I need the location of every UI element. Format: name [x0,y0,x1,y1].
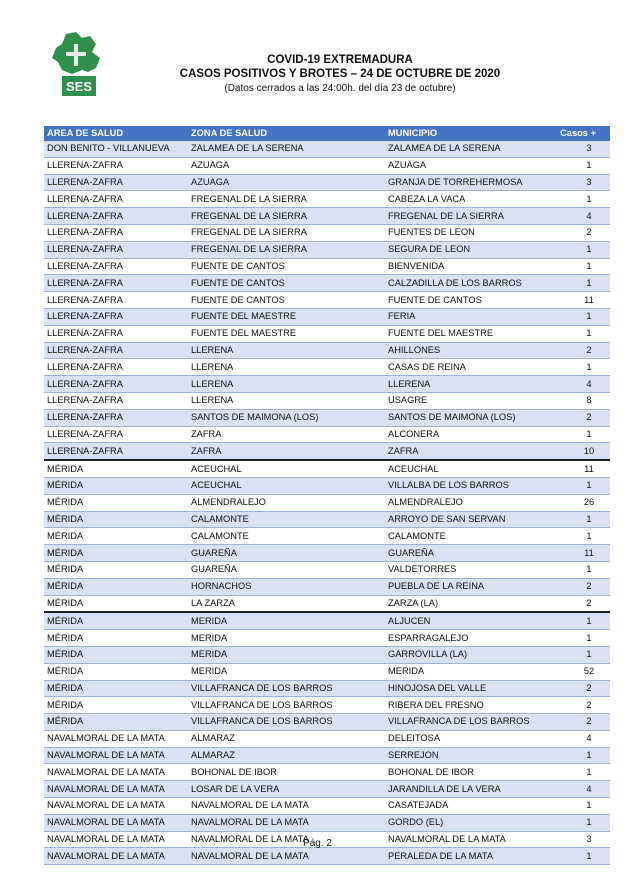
table-row [44,747,610,764]
cell-zona: ZAFRA [188,443,385,460]
table-row [44,376,610,393]
table-row [44,258,610,275]
cell-area: NAVALMORAL DE LA MATA [44,848,188,865]
ses-logo [52,32,104,98]
cell-casos: 4 [545,208,610,225]
table-body [44,141,610,865]
cell-zona: NAVALMORAL DE LA MATA [188,848,385,865]
cell-area: DON BENITO - VILLANUEVA [44,141,188,157]
table-row [44,612,610,629]
cell-zona: VILLAFRANCA DE LOS BARROS [188,697,385,714]
cell-area: MÉRIDA [44,460,188,477]
cell-area: LLERENA-ZAFRA [44,224,188,241]
cell-municipio: PERALEDA DE LA MATA [385,848,545,865]
cell-casos: 1 [545,275,610,292]
cell-zona: ALMENDRALEJO [188,494,385,511]
table-row [44,730,610,747]
cell-area: NAVALMORAL DE LA MATA [44,730,188,747]
cell-casos: 52 [545,663,610,680]
cell-casos: 10 [545,443,610,460]
cell-zona: NAVALMORAL DE LA MATA [188,798,385,815]
cell-area: LLERENA-ZAFRA [44,275,188,292]
logo-text: SES [65,79,93,94]
cell-zona: LLERENA [188,376,385,393]
cell-casos: 2 [545,680,610,697]
cell-casos: 2 [545,714,610,731]
table-row [44,359,610,376]
cell-casos: 1 [545,308,610,325]
cell-municipio: ZARZA (LA) [385,595,545,612]
cell-zona: FUENTE DEL MAESTRE [188,308,385,325]
data-note: (Datos cerrados a las 24:00h. del día 23 de octubre) [224,83,456,94]
cell-area: LLERENA-ZAFRA [44,174,188,191]
cell-zona: MERIDA [188,646,385,663]
cell-zona: MERIDA [188,663,385,680]
table-row [44,494,610,511]
page-title: COVID-19 EXTREMADURA [267,54,413,66]
cell-area: MÉRIDA [44,528,188,545]
cell-zona: ACEUCHAL [188,460,385,477]
cell-area: NAVALMORAL DE LA MATA [44,831,188,848]
cell-municipio: VILLAFRANCA DE LOS BARROS [385,714,545,731]
cell-casos: 4 [545,376,610,393]
cell-municipio: ZAFRA [385,443,545,460]
cell-zona: FREGENAL DE LA SIERRA [188,208,385,225]
cell-casos: 1 [545,241,610,258]
table-row [44,814,610,831]
cell-municipio: DELEITOSA [385,730,545,747]
cell-casos: 2 [545,697,610,714]
cell-area: LLERENA-ZAFRA [44,258,188,275]
table-row [44,308,610,325]
cell-municipio: GRANJA DE TORREHERMOSA [385,174,545,191]
cell-casos: 1 [545,747,610,764]
page-number: Pág. 2 [303,838,332,849]
cell-zona: VILLAFRANCA DE LOS BARROS [188,714,385,731]
cell-municipio: FERIA [385,308,545,325]
cell-casos: 2 [545,595,610,612]
cell-municipio: BOHONAL DE IBOR [385,764,545,781]
cell-area: MÉRIDA [44,477,188,494]
cell-area: NAVALMORAL DE LA MATA [44,814,188,831]
cell-zona: SANTOS DE MAIMONA (LOS) [188,409,385,426]
cell-area: MÉRIDA [44,680,188,697]
cell-municipio: SEGURA DE LEON [385,241,545,258]
cell-zona: ALMARAZ [188,730,385,747]
cell-municipio: MERIDA [385,663,545,680]
cell-casos: 1 [545,359,610,376]
cell-municipio: RIBERA DEL FRESNO [385,697,545,714]
cell-area: MÉRIDA [44,578,188,595]
cell-zona: BOHONAL DE IBOR [188,764,385,781]
cell-municipio: VILLALBA DE LOS BARROS [385,477,545,494]
cell-zona: NAVALMORAL DE LA MATA [188,814,385,831]
cell-area: LLERENA-ZAFRA [44,191,188,208]
table-row [44,764,610,781]
cell-area: LLERENA-ZAFRA [44,359,188,376]
table-row [44,697,610,714]
cell-zona: LLERENA [188,392,385,409]
cases-table [44,126,610,865]
cell-zona: MERIDA [188,630,385,647]
cell-casos: 2 [545,342,610,359]
column-header-casos: Casos + [545,126,610,141]
cell-zona: GUAREÑA [188,545,385,562]
cell-area: LLERENA-ZAFRA [44,208,188,225]
cell-casos: 1 [545,764,610,781]
cell-area: MÉRIDA [44,545,188,562]
table-row [44,663,610,680]
table-row [44,528,610,545]
table-row [44,292,610,309]
table-row [44,141,610,157]
table-row [44,680,610,697]
cell-casos: 1 [545,848,610,865]
cell-municipio: ESPARRAGALEJO [385,630,545,647]
cell-area: MÉRIDA [44,714,188,731]
cell-area: MÉRIDA [44,494,188,511]
cell-area: MÉRIDA [44,663,188,680]
cell-zona: LOSAR DE LA VERA [188,781,385,798]
table-row [44,426,610,443]
cell-casos: 3 [545,831,610,848]
cell-casos: 1 [545,477,610,494]
cell-casos: 1 [545,528,610,545]
cell-municipio: AZUAGA [385,157,545,174]
table-row [44,561,610,578]
cell-municipio: GARROVILLA (LA) [385,646,545,663]
cell-municipio: CALAMONTE [385,528,545,545]
cell-municipio: CALZADILLA DE LOS BARROS [385,275,545,292]
page-subtitle: CASOS POSITIVOS Y BROTES – 24 DE OCTUBRE DE 2020 [179,68,501,80]
table-row [44,409,610,426]
cell-casos: 3 [545,141,610,157]
cell-municipio: GORDO (EL) [385,814,545,831]
cell-zona: FUENTE DE CANTOS [188,275,385,292]
cell-municipio: ACEUCHAL [385,460,545,477]
cell-casos: 1 [545,325,610,342]
cell-municipio: SANTOS DE MAIMONA (LOS) [385,409,545,426]
cell-casos: 11 [545,292,610,309]
table-row [44,798,610,815]
column-header-zona: ZONA DE SALUD [188,126,385,141]
table-row [44,191,610,208]
cell-zona: ACEUCHAL [188,477,385,494]
cell-area: LLERENA-ZAFRA [44,308,188,325]
column-header-municipio: MUNICIPIO [385,126,545,141]
cell-casos: 11 [545,545,610,562]
cell-municipio: ALMENDRALEJO [385,494,545,511]
cell-zona: HORNACHOS [188,578,385,595]
cell-zona: LLERENA [188,359,385,376]
cell-area: NAVALMORAL DE LA MATA [44,747,188,764]
table-row [44,208,610,225]
cell-casos: 1 [545,191,610,208]
cell-zona: AZUAGA [188,157,385,174]
cell-municipio: VALDETORRES [385,561,545,578]
cell-municipio: CABEZA LA VACA [385,191,545,208]
cell-municipio: FREGENAL DE LA SIERRA [385,208,545,225]
cell-area: NAVALMORAL DE LA MATA [44,798,188,815]
cell-zona: NAVALMORAL DE LA MATA [188,831,385,848]
cell-municipio: SERREJON [385,747,545,764]
cell-municipio: GUAREÑA [385,545,545,562]
cell-casos: 1 [545,511,610,528]
table-row [44,241,610,258]
cell-area: LLERENA-ZAFRA [44,241,188,258]
cell-area: MÉRIDA [44,612,188,629]
cell-zona: LLERENA [188,342,385,359]
column-header-area: AREA DE SALUD [44,126,188,141]
cell-municipio: NAVALMORAL DE LA MATA [385,831,545,848]
cell-zona: LA ZARZA [188,595,385,612]
cell-zona: FREGENAL DE LA SIERRA [188,241,385,258]
table-row [44,460,610,477]
cell-area: LLERENA-ZAFRA [44,157,188,174]
cell-casos: 1 [545,157,610,174]
cell-area: MÉRIDA [44,511,188,528]
cell-area: MÉRIDA [44,630,188,647]
cell-zona: FUENTE DE CANTOS [188,292,385,309]
table-row [44,714,610,731]
cell-municipio: USAGRE [385,392,545,409]
cell-casos: 1 [545,612,610,629]
cell-zona: ZAFRA [188,426,385,443]
cell-casos: 1 [545,426,610,443]
table-row [44,646,610,663]
cell-area: LLERENA-ZAFRA [44,409,188,426]
cell-casos: 4 [545,781,610,798]
cell-area: MÉRIDA [44,561,188,578]
cell-casos: 2 [545,224,610,241]
cell-casos: 2 [545,409,610,426]
cell-zona: ZALAMEA DE LA SERENA [188,141,385,157]
table-row [44,224,610,241]
cell-area: MÉRIDA [44,595,188,612]
cell-casos: 1 [545,646,610,663]
cell-municipio: JARANDILLA DE LA VERA [385,781,545,798]
cell-zona: GUAREÑA [188,561,385,578]
table-row [44,325,610,342]
cell-municipio: ARROYO DE SAN SERVAN [385,511,545,528]
cell-area: NAVALMORAL DE LA MATA [44,764,188,781]
cell-area: LLERENA-ZAFRA [44,443,188,460]
cell-municipio: HINOJOSA DEL VALLE [385,680,545,697]
cell-area: LLERENA-ZAFRA [44,292,188,309]
cell-casos: 8 [545,392,610,409]
cell-municipio: CASATEJADA [385,798,545,815]
cell-municipio: FUENTE DE CANTOS [385,292,545,309]
cell-area: NAVALMORAL DE LA MATA [44,781,188,798]
cell-zona: FUENTE DE CANTOS [188,258,385,275]
cell-area: LLERENA-ZAFRA [44,342,188,359]
cell-area: MÉRIDA [44,646,188,663]
cell-area: LLERENA-ZAFRA [44,392,188,409]
table-row [44,848,610,865]
cell-casos: 1 [545,630,610,647]
cell-casos: 3 [545,174,610,191]
table-row [44,511,610,528]
table-header-row [44,126,610,141]
cell-zona: MERIDA [188,612,385,629]
cell-municipio: ALJUCEN [385,612,545,629]
cell-area: MÉRIDA [44,697,188,714]
cell-area: LLERENA-ZAFRA [44,325,188,342]
table-row [44,578,610,595]
cell-casos: 26 [545,494,610,511]
table-row [44,342,610,359]
cell-municipio: PUEBLA DE LA REINA [385,578,545,595]
cell-zona: CALAMONTE [188,511,385,528]
cell-municipio: CASAS DE REINA [385,359,545,376]
cell-municipio: ALCONERA [385,426,545,443]
cell-municipio: ZALAMEA DE LA SERENA [385,141,545,157]
cell-municipio: AHILLONES [385,342,545,359]
cell-casos: 1 [545,798,610,815]
cell-casos: 2 [545,578,610,595]
cell-zona: CALAMONTE [188,528,385,545]
table-row [44,595,610,612]
table-row [44,545,610,562]
table-row [44,630,610,647]
table-row [44,392,610,409]
cell-zona: AZUAGA [188,174,385,191]
cell-area: LLERENA-ZAFRA [44,426,188,443]
table-row [44,275,610,292]
cell-casos: 4 [545,730,610,747]
cell-municipio: FUENTES DE LEON [385,224,545,241]
cell-zona: FREGENAL DE LA SIERRA [188,224,385,241]
cell-municipio: LLERENA [385,376,545,393]
table-row [44,174,610,191]
cell-zona: FREGENAL DE LA SIERRA [188,191,385,208]
table-row [44,781,610,798]
cell-casos: 1 [545,561,610,578]
cell-area: LLERENA-ZAFRA [44,376,188,393]
cell-zona: ALMARAZ [188,747,385,764]
cell-zona: VILLAFRANCA DE LOS BARROS [188,680,385,697]
cell-casos: 1 [545,814,610,831]
table-row [44,443,610,460]
cell-municipio: BIENVENIDA [385,258,545,275]
cell-municipio: FUENTE DEL MAESTRE [385,325,545,342]
table-row [44,157,610,174]
cell-casos: 1 [545,258,610,275]
table-row [44,477,610,494]
cell-casos: 11 [545,460,610,477]
document-header [160,53,520,95]
cell-zona: FUENTE DEL MAESTRE [188,325,385,342]
